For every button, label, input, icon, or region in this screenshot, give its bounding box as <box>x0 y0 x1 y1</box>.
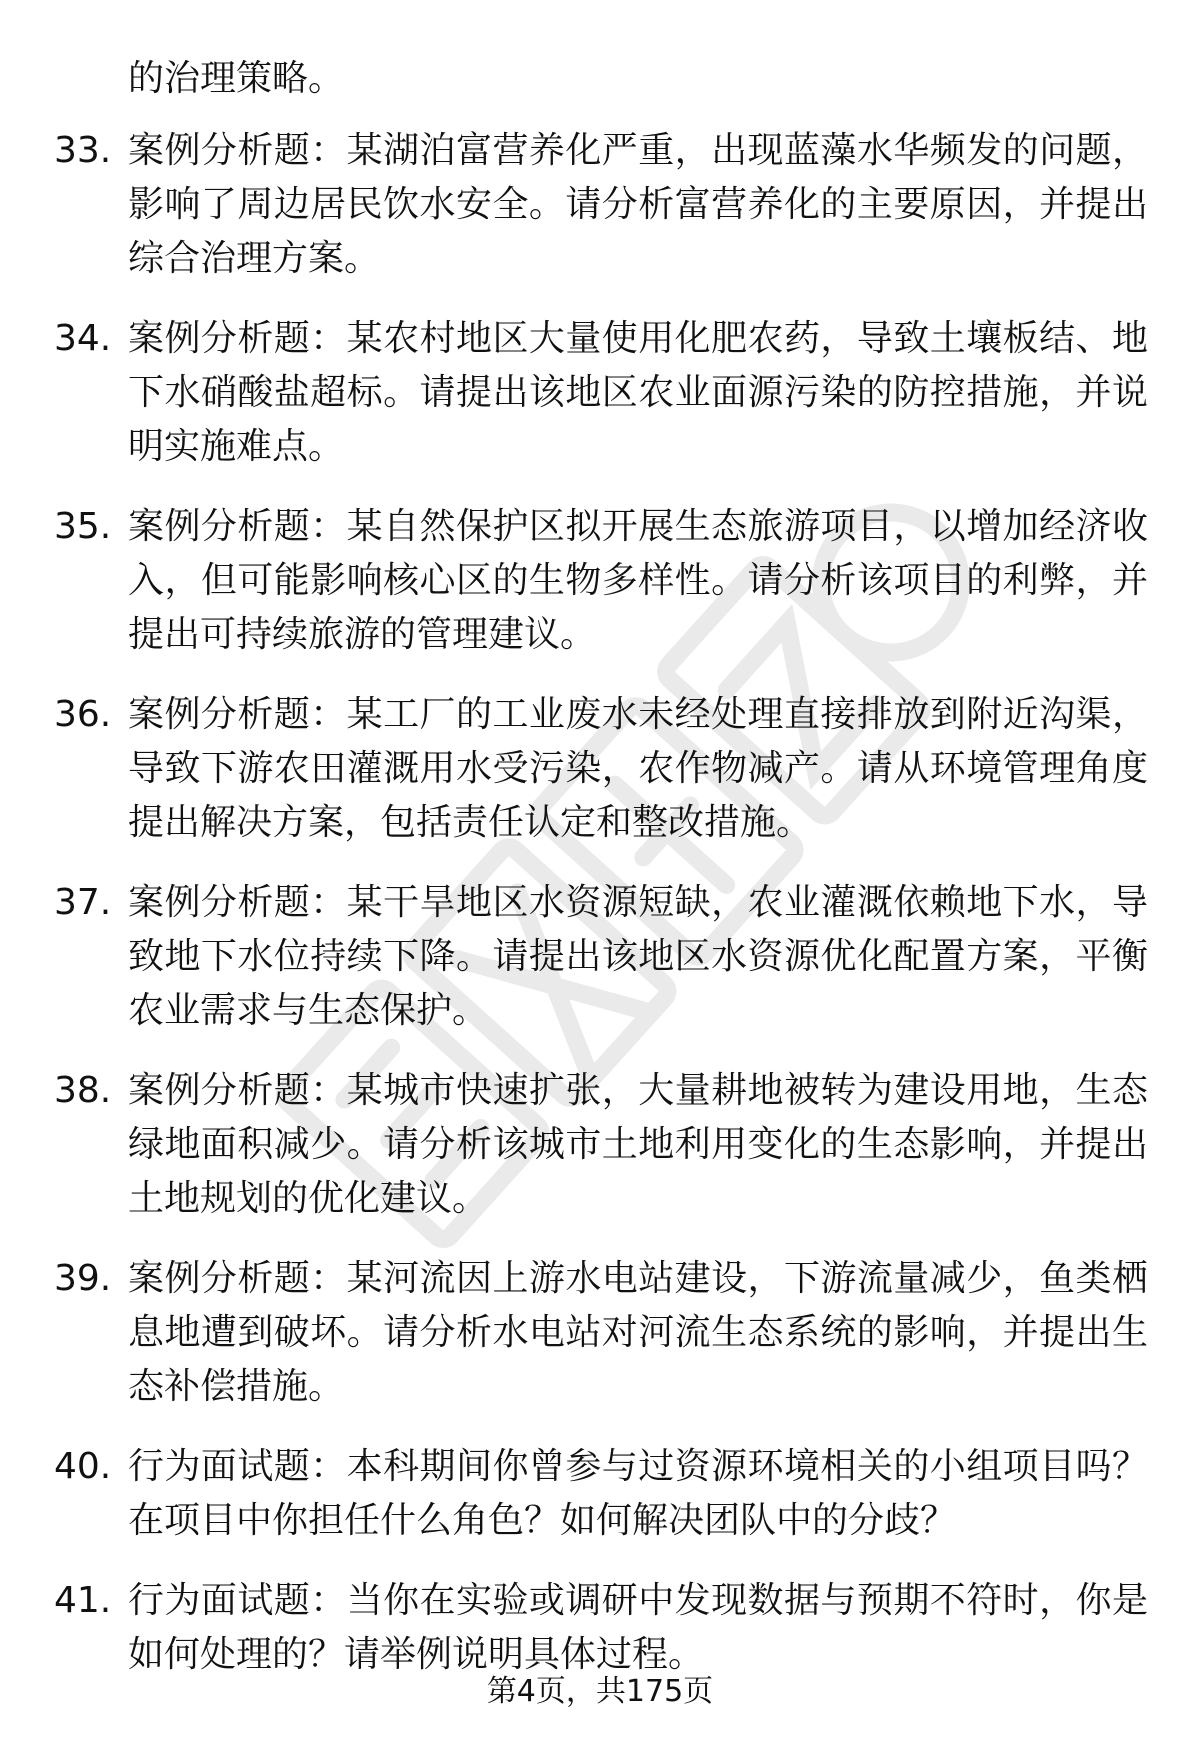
question-text: 案例分析题：某河流因上游水电站建设，下游流量减少，鱼类栖息地遭到破坏。请分析水电站对河流生态系统的影响，并提出生态补偿措施。 <box>128 1258 1148 1407</box>
question-text: 案例分析题：某自然保护区拟开展生态旅游项目，以增加经济收入，但可能影响核心区的生物多样性。请分析该项目的利弊，并提出可持续旅游的管理建议。 <box>128 506 1148 655</box>
list-item <box>0 688 1200 850</box>
question-number: 33. <box>54 130 112 171</box>
question-text: 案例分析题：某城市快速扩张，大量耕地被转为建设用地，生态绿地面积减少。请分析该城市土地利用变化的生态影响，并提出土地规划的优化建议。 <box>128 1070 1148 1219</box>
list-item <box>0 1064 1200 1226</box>
question-number: 35. <box>54 506 112 547</box>
question-text: 案例分析题：某工厂的工业废水未经处理直接排放到附近沟渠，导致下游农田灌溉用水受污染，农作物减产。请从环境管理角度提出解决方案，包括责任认定和整改措施。 <box>128 694 1148 843</box>
question-text: 案例分析题：某干旱地区水资源短缺，农业灌溉依赖地下水，导致地下水位持续下降。请提出该地区水资源优化配置方案，平衡农业需求与生态保护。 <box>128 882 1148 1031</box>
question-number: 41. <box>54 1580 112 1621</box>
list-item <box>0 1252 1200 1414</box>
question-number: 38. <box>54 1070 112 1111</box>
list-item <box>0 124 1200 286</box>
page-footer: 第4页，共175页 <box>486 1674 714 1709</box>
question-number: 40. <box>54 1446 112 1487</box>
question-number: 39. <box>54 1258 112 1299</box>
question-text: 行为面试题：当你在实验或调研中发现数据与预期不符时，你是如何处理的？请举例说明具体过程。 <box>128 1580 1148 1675</box>
question-list <box>0 124 1200 1708</box>
question-text: 行为面试题：本科期间你曾参与过资源环境相关的小组项目吗？在项目中你担任什么角色？如何解决团队中的分歧？ <box>128 1446 1148 1541</box>
question-text: 案例分析题：某农村地区大量使用化肥农药，导致土壤板结、地下水硝酸盐超标。请提出该地区农业面源污染的防控措施，并说明实施难点。 <box>128 318 1148 467</box>
question-text: 案例分析题：某湖泊富营养化严重，出现蓝藻水华频发的问题，影响了周边居民饮水安全。请分析富营养化的主要原因，并提出综合治理方案。 <box>128 130 1148 279</box>
question-number: 37. <box>54 882 112 923</box>
question-number: 36. <box>54 694 112 735</box>
continuation-text: 的治理策略。 <box>128 58 345 99</box>
question-number: 34. <box>54 318 112 359</box>
list-item <box>0 500 1200 662</box>
list-item <box>0 1574 1200 1682</box>
list-item <box>0 312 1200 474</box>
list-item <box>0 876 1200 1038</box>
list-item <box>0 1440 1200 1548</box>
